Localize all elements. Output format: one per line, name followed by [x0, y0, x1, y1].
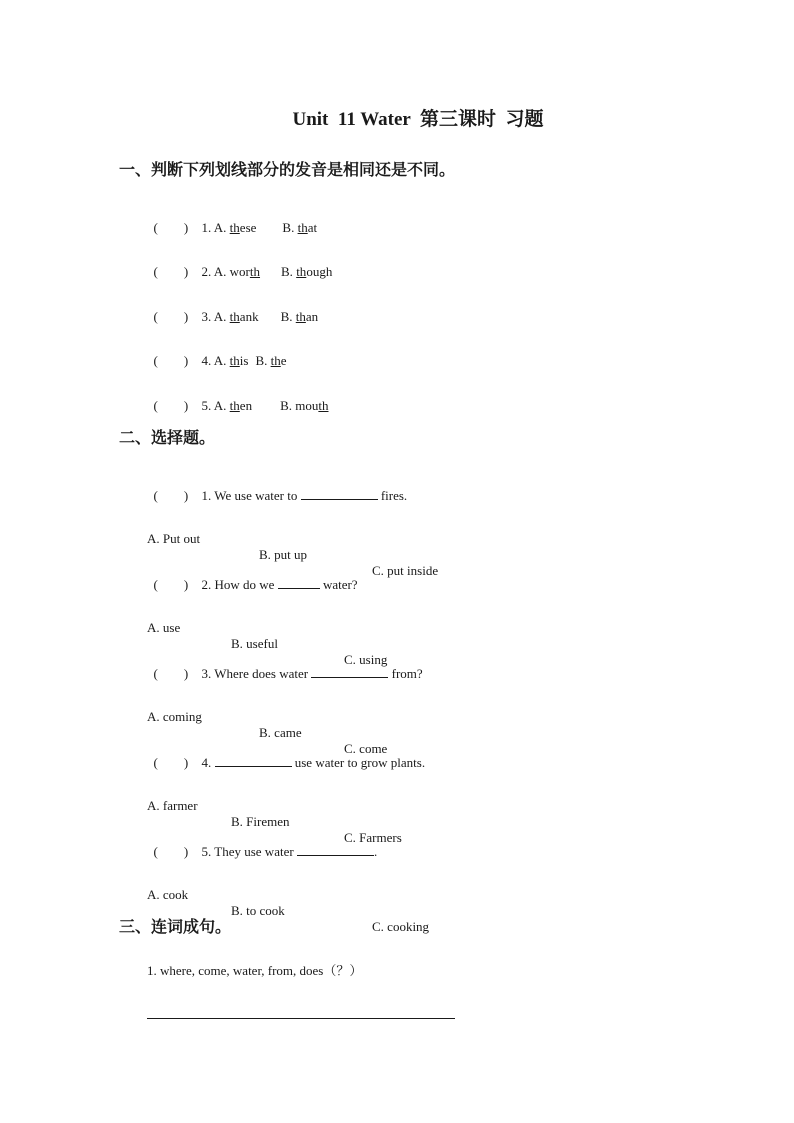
option-a[interactable]: A. use — [147, 620, 181, 635]
answer-paren[interactable]: ( ) — [153, 666, 189, 681]
item-number: 5. A. — [201, 398, 230, 413]
word-rest: e — [280, 353, 287, 368]
underlined-letters: th — [297, 220, 308, 235]
fill-blank[interactable] — [301, 487, 378, 500]
answer-paren[interactable]: ( ) — [153, 577, 189, 592]
underlined-letters: th — [229, 220, 240, 235]
choice-question-1 — [147, 471, 407, 504]
sentence-question-1: 1. where, come, water, from, does（？） — [147, 963, 363, 978]
option-b-prefix: B. — [280, 309, 296, 324]
word-rest: en — [239, 398, 253, 413]
underlined-letters: th — [249, 264, 261, 279]
section-2-heading: 二、选择题。 — [119, 428, 216, 447]
section-1-heading: 一、判断下列划线部分的发音是相同还是不同。 — [119, 160, 456, 179]
phonics-item-3 — [147, 293, 318, 325]
option-c[interactable]: C. Farmers — [344, 830, 402, 845]
answer-paren[interactable]: ( ) — [153, 844, 189, 859]
phonics-item-1 — [147, 204, 317, 236]
word-rest: at — [307, 220, 318, 235]
item-number: 3. A. — [201, 309, 230, 324]
underlined-letters: th — [296, 264, 307, 279]
section-3-heading: 三、连词成句。 — [119, 917, 232, 936]
choice-question-5 — [147, 827, 377, 860]
question-text: 3. Where does water — [201, 666, 312, 681]
option-b-prefix: B. — [281, 264, 297, 279]
option-c[interactable]: C. come — [344, 741, 388, 756]
underlined-letters: th — [229, 309, 240, 324]
word-rest: ese — [239, 220, 257, 235]
item-number: 4. A. — [201, 353, 230, 368]
item-number: 1. A. — [201, 220, 230, 235]
item-number: 2. A. wor — [201, 264, 250, 279]
fill-blank[interactable] — [215, 754, 292, 767]
word-rest: is — [239, 353, 249, 368]
answer-paren[interactable]: ( ) — [153, 755, 189, 770]
answer-line[interactable] — [147, 1018, 455, 1019]
question-text: 2. How do we — [201, 577, 278, 592]
word-rest: ough — [306, 264, 333, 279]
option-c[interactable]: C. cooking — [372, 919, 430, 934]
option-c[interactable]: C. put inside — [372, 563, 439, 578]
question-text: fires. — [377, 488, 408, 503]
phonics-item-2 — [147, 248, 332, 280]
question-text: from? — [388, 666, 423, 681]
option-c[interactable]: C. using — [344, 652, 388, 667]
option-b[interactable]: B. put up — [259, 547, 308, 562]
question-text: 4. — [201, 755, 215, 770]
answer-paren[interactable]: ( ) — [153, 488, 189, 503]
option-a[interactable]: A. cook — [147, 887, 189, 902]
answer-paren[interactable]: ( ) — [153, 309, 189, 324]
answer-paren[interactable]: ( ) — [153, 264, 189, 279]
option-b[interactable]: B. to cook — [231, 903, 285, 918]
answer-paren[interactable]: ( ) — [153, 220, 189, 235]
fill-blank[interactable] — [278, 576, 320, 589]
option-b-prefix: B. — [282, 220, 298, 235]
page-title: Unit 11 Water 第三课时 习题 — [292, 109, 544, 130]
option-b[interactable]: B. came — [259, 725, 302, 740]
underlined-letters: th — [270, 353, 281, 368]
question-text: 1. We use water to — [201, 488, 301, 503]
underlined-letters: th — [318, 398, 329, 413]
question-text: water? — [319, 577, 358, 592]
phonics-item-4 — [147, 337, 287, 369]
option-a[interactable]: A. farmer — [147, 798, 198, 813]
word-rest: an — [305, 309, 319, 324]
answer-paren[interactable]: ( ) — [153, 353, 189, 368]
option-b-prefix: B. mou — [280, 398, 319, 413]
question-text: . — [373, 844, 378, 859]
fill-blank[interactable] — [297, 843, 374, 856]
word-rest: ank — [239, 309, 259, 324]
underlined-letters: th — [229, 398, 240, 413]
choice-question-4 — [147, 738, 425, 771]
underlined-letters: th — [295, 309, 306, 324]
phonics-item-5 — [147, 382, 329, 414]
underlined-letters: th — [229, 353, 240, 368]
answer-paren[interactable]: ( ) — [153, 398, 189, 413]
option-a[interactable]: A. coming — [147, 709, 202, 724]
option-b-prefix: B. — [255, 353, 271, 368]
option-b[interactable]: B. Firemen — [231, 814, 290, 829]
fill-blank[interactable] — [311, 665, 388, 678]
option-b[interactable]: B. useful — [231, 636, 278, 651]
choice-question-3 — [147, 649, 423, 682]
question-text: 5. They use water — [201, 844, 297, 859]
option-a[interactable]: A. Put out — [147, 531, 201, 546]
question-text: use water to grow plants. — [291, 755, 426, 770]
choice-question-2 — [147, 560, 358, 593]
